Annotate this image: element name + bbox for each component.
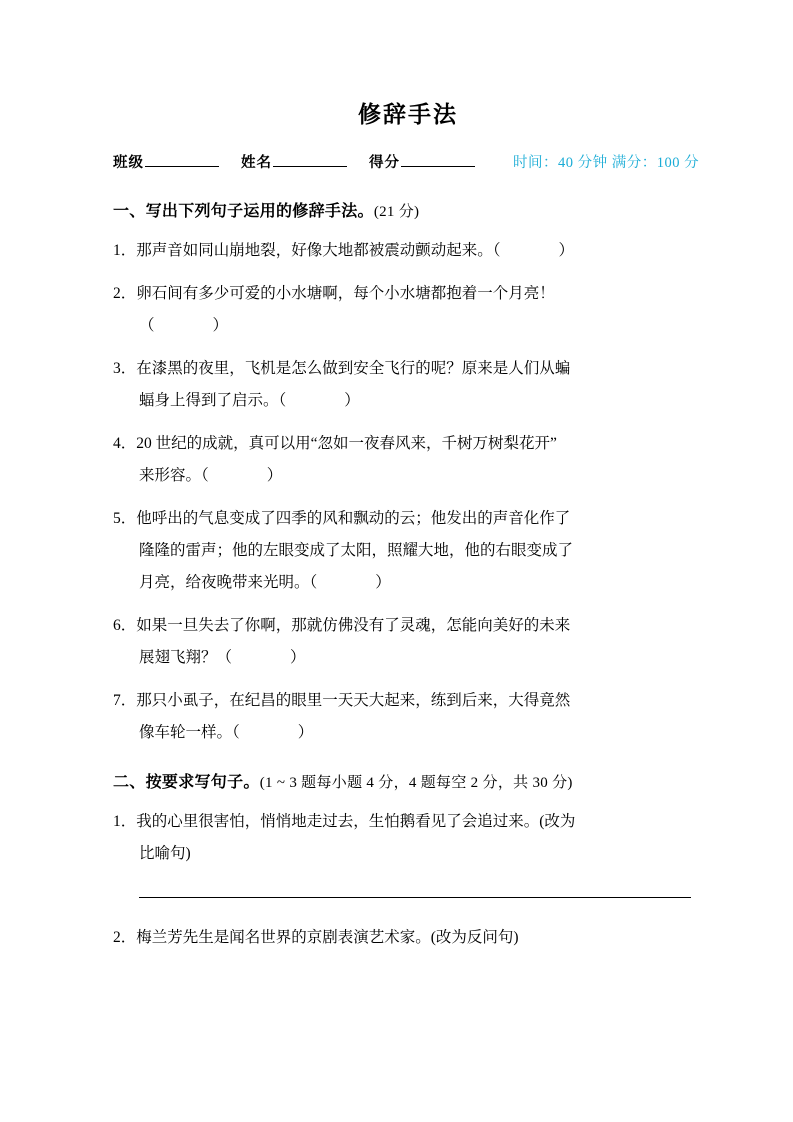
question-text-end: ） — [212, 317, 229, 334]
question-text: 我的心里很害怕，悄悄地走过去，生怕鹅看见了会追过来。(改为 — [136, 813, 576, 830]
question-1-2 — [113, 278, 703, 342]
question-text-end: ） — [558, 242, 575, 259]
question-text-line3 — [113, 567, 703, 599]
question-number: 2． — [113, 285, 137, 302]
class-label: 班级 — [113, 155, 144, 171]
question-text-end: ） — [344, 392, 360, 409]
question-number: 5． — [113, 510, 137, 527]
question-text-end: ） — [297, 724, 314, 741]
question-1-1 — [113, 235, 703, 267]
question-1-3 — [113, 353, 703, 417]
question-number: 1． — [113, 813, 137, 830]
question-text: 梅兰芳先生是闻名世界的京剧表演艺术家。(改为反问句) — [136, 929, 519, 946]
section-2-points: (1 ~ 3 题每小题 4 分，4 题每空 2 分，共 30 分) — [259, 775, 573, 791]
section-2-title: 二、按要求写句子。 — [113, 774, 260, 791]
score-blank[interactable] — [401, 166, 475, 167]
question-text-cont: （ — [139, 317, 155, 334]
class-blank[interactable] — [145, 166, 219, 167]
question-text: 如果一旦失去了你啊，那就仿佛没有了灵魂，怎能向美好的未来 — [136, 617, 571, 634]
question-text-cont: 月亮，给夜晚带来光明。（ — [139, 574, 318, 591]
answer-write-line[interactable] — [139, 896, 691, 898]
question-text: 他呼出的气息变成了四季的风和飘动的云；他发出的声音化作了 — [136, 510, 571, 527]
question-text-cont: 展翅飞翔？（ — [139, 649, 233, 666]
question-2-2 — [113, 922, 703, 954]
question-text: 20 世纪的成就，真可以用“忽如一夜春风来，千树万树梨花开” — [136, 435, 557, 452]
student-info-row — [113, 151, 703, 172]
question-text-cont: 像车轮一样。（ — [139, 724, 240, 741]
question-number: 4． — [113, 435, 137, 452]
section-heading-2 — [113, 769, 703, 792]
section-1-points: (21 分) — [373, 204, 420, 220]
page-title: 修辞手法 — [358, 102, 458, 127]
question-text-end: ） — [266, 467, 283, 484]
question-text: 卵石间有多少可爱的小水塘啊，每个小水塘都抱着一个月亮！ — [136, 285, 555, 302]
question-2-1 — [113, 806, 703, 870]
question-number: 3． — [113, 360, 137, 377]
question-text-line2 — [113, 460, 703, 492]
question-text-line2: 比喻句) — [139, 845, 191, 862]
question-number: 1． — [113, 242, 137, 259]
question-text-line2: 隆隆的雷声；他的左眼变成了太阳，照耀大地，他的右眼变成了 — [139, 542, 574, 559]
question-number: 6． — [113, 617, 137, 634]
question-text-line2 — [113, 642, 703, 674]
question-text-line2 — [113, 717, 703, 749]
question-number: 2． — [113, 929, 137, 946]
question-1-5 — [113, 503, 703, 599]
question-1-4 — [113, 428, 703, 492]
question-text: 在漆黑的夜里，飞机是怎么做到安全飞行的呢？原来是人们从蝙 — [136, 360, 571, 377]
question-text-end: ） — [290, 649, 306, 666]
question-text: 那只小虱子，在纪昌的眼里一天天大起来，练到后来，大得竟然 — [136, 692, 571, 709]
section-1-title: 一、写出下列句子运用的修辞手法。 — [113, 203, 374, 220]
question-1-7 — [113, 685, 703, 749]
name-blank[interactable] — [273, 166, 347, 167]
question-1-6 — [113, 610, 703, 674]
question-text-end: ） — [375, 574, 391, 591]
question-text-cont: 蝠身上得到了启示。（ — [139, 392, 287, 409]
question-number: 7． — [113, 692, 137, 709]
exam-meta: 时间：40 分钟 满分：100 分 — [513, 155, 700, 171]
question-text-line2 — [113, 310, 703, 342]
question-text: 那声音如同山崩地裂，好像大地都被震动颤动起来。（ — [136, 242, 501, 259]
name-label: 姓名 — [241, 155, 272, 171]
question-text-cont: 来形容。（ — [139, 467, 209, 484]
question-text-line2 — [113, 385, 703, 417]
section-heading-1 — [113, 198, 703, 221]
worksheet-content — [113, 96, 703, 965]
score-label: 得分 — [369, 155, 400, 171]
